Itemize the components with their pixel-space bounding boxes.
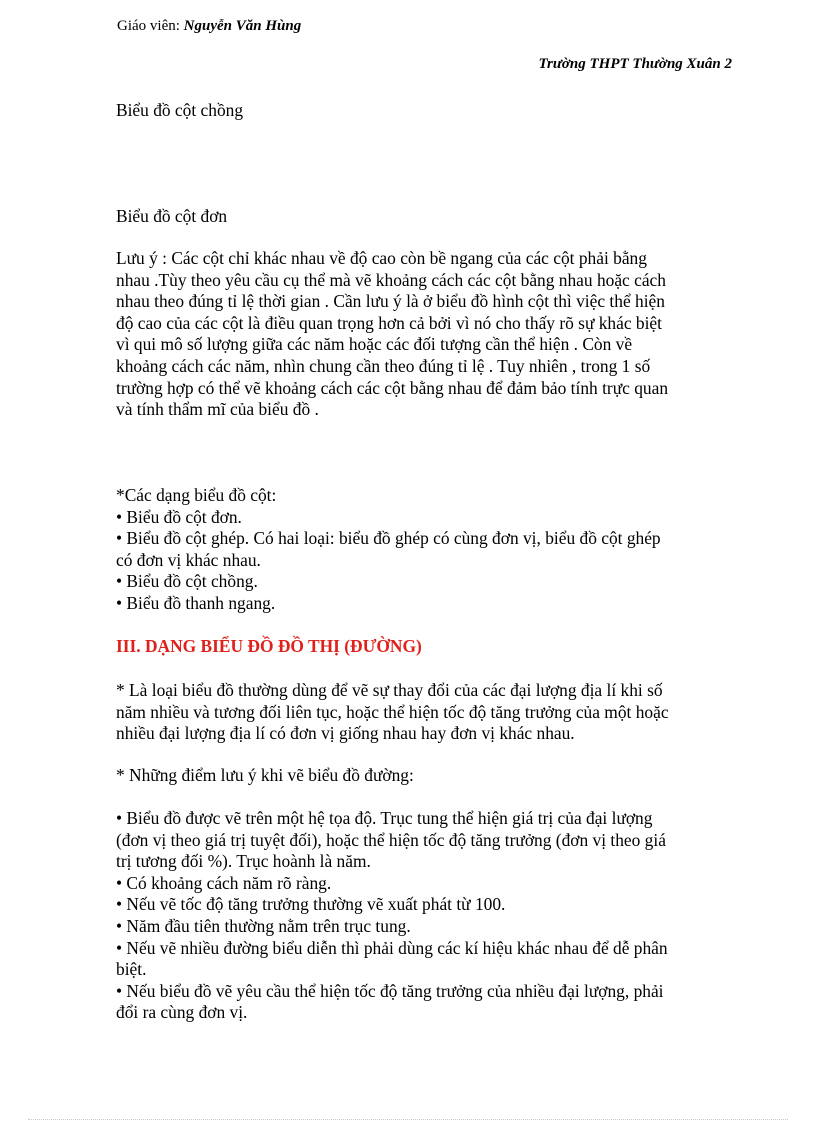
- note-line: trường hợp có thể vẽ khoảng cách các cột bằng nhau để đảm bảo tính trực quan: [116, 377, 669, 398]
- list-heading: *Các dạng biểu đồ cột:: [116, 485, 277, 505]
- page-bottom-rule: [28, 1119, 788, 1120]
- column-types-list: [116, 485, 731, 615]
- note-line: vì qui mô số lượng giữa các năm hoặc các đối tượng cần thể hiện . Còn về: [116, 334, 633, 355]
- note-line: và tính thẩm mĩ của biểu đồ .: [116, 399, 319, 420]
- list-item: trị tương đối %). Trục hoành là năm.: [116, 851, 371, 872]
- list-item: • Nếu vẽ tốc độ tăng trưởng thường vẽ xuất phát từ 100.: [116, 894, 506, 915]
- list-item: • Biểu đồ được vẽ trên một hệ tọa độ. Trục tung thể hiện giá trị của đại lượng: [116, 808, 653, 828]
- list-item: có đơn vị khác nhau.: [116, 549, 261, 570]
- list-item: • Nếu vẽ nhiều đường biểu diễn thì phải dùng các kí hiệu khác nhau để dễ phân: [116, 937, 668, 958]
- list-item: • Năm đầu tiên thường nằm trên trục tung.: [116, 915, 411, 936]
- list-item: (đơn vị theo giá trị tuyệt đối), hoặc thể hiện tốc độ tăng trưởng (đơn vị theo giá: [116, 829, 666, 850]
- line-chart-notes-list: [116, 808, 731, 1024]
- note-line: nhau .Tùy theo yêu cầu cụ thể mà vẽ khoảng cách các cột bằng nhau hoặc cách: [116, 269, 666, 290]
- list-item: • Biểu đồ thanh ngang.: [116, 592, 276, 613]
- list-item: • Biểu đồ cột ghép. Có hai loại: biểu đồ ghép có cùng đơn vị, biểu đồ cột ghép: [116, 528, 661, 549]
- list-item: biệt.: [116, 959, 147, 980]
- note-paragraph: [116, 248, 731, 421]
- teacher-label: Giáo viên:: [117, 18, 184, 34]
- intro-line: nhiều đại lượng địa lí có đơn vị giống nhau hay đơn vị khác nhau.: [116, 723, 575, 744]
- notes-heading: * Những điểm lưu ý khi vẽ biểu đồ đường:: [116, 765, 414, 785]
- list-item: • Biểu đồ cột đơn.: [116, 506, 242, 527]
- list-item: đổi ra cùng đơn vị.: [116, 1002, 248, 1023]
- intro-line: năm nhiều và tương đối liên tục, hoặc thể hiện tốc độ tăng trưởng của một hoặc: [116, 701, 669, 722]
- intro-paragraph: [116, 680, 731, 745]
- header-school: Trường THPT Thường Xuân 2: [538, 56, 732, 72]
- caption-single-column: Biểu đồ cột đơn: [116, 206, 228, 226]
- header-teacher: [117, 18, 301, 35]
- teacher-name: Nguyễn Văn Hùng: [183, 18, 302, 34]
- section-heading: III. DẠNG BIỂU ĐỒ ĐỒ THỊ (ĐƯỜNG): [116, 636, 422, 656]
- list-item: • Nếu biểu đồ vẽ yêu cầu thể hiện tốc độ tăng trưởng của nhiều đại lượng, phải: [116, 980, 664, 1001]
- note-line: khoảng cách các năm, nhìn chung cần theo đúng tỉ lệ . Tuy nhiên , trong 1 số: [116, 355, 651, 376]
- list-item: • Có khoảng cách năm rõ ràng.: [116, 872, 332, 893]
- note-line: nhau theo đúng tỉ lệ thời gian . Cần lưu ý là ở biểu đồ hình cột thì việc thể hiện: [116, 291, 665, 312]
- intro-line: * Là loại biểu đồ thường dùng để vẽ sự thay đổi của các đại lượng địa lí khi số: [116, 680, 663, 700]
- note-line: Lưu ý : Các cột chỉ khác nhau về độ cao còn bề ngang của các cột phải bằng: [116, 248, 647, 268]
- caption-stacked-column: Biểu đồ cột chồng: [116, 100, 244, 120]
- list-item: • Biểu đồ cột chồng.: [116, 571, 258, 592]
- note-line: độ cao của các cột là điều quan trọng hơn cả bởi vì nó cho thấy rõ sự khác biệt: [116, 312, 662, 333]
